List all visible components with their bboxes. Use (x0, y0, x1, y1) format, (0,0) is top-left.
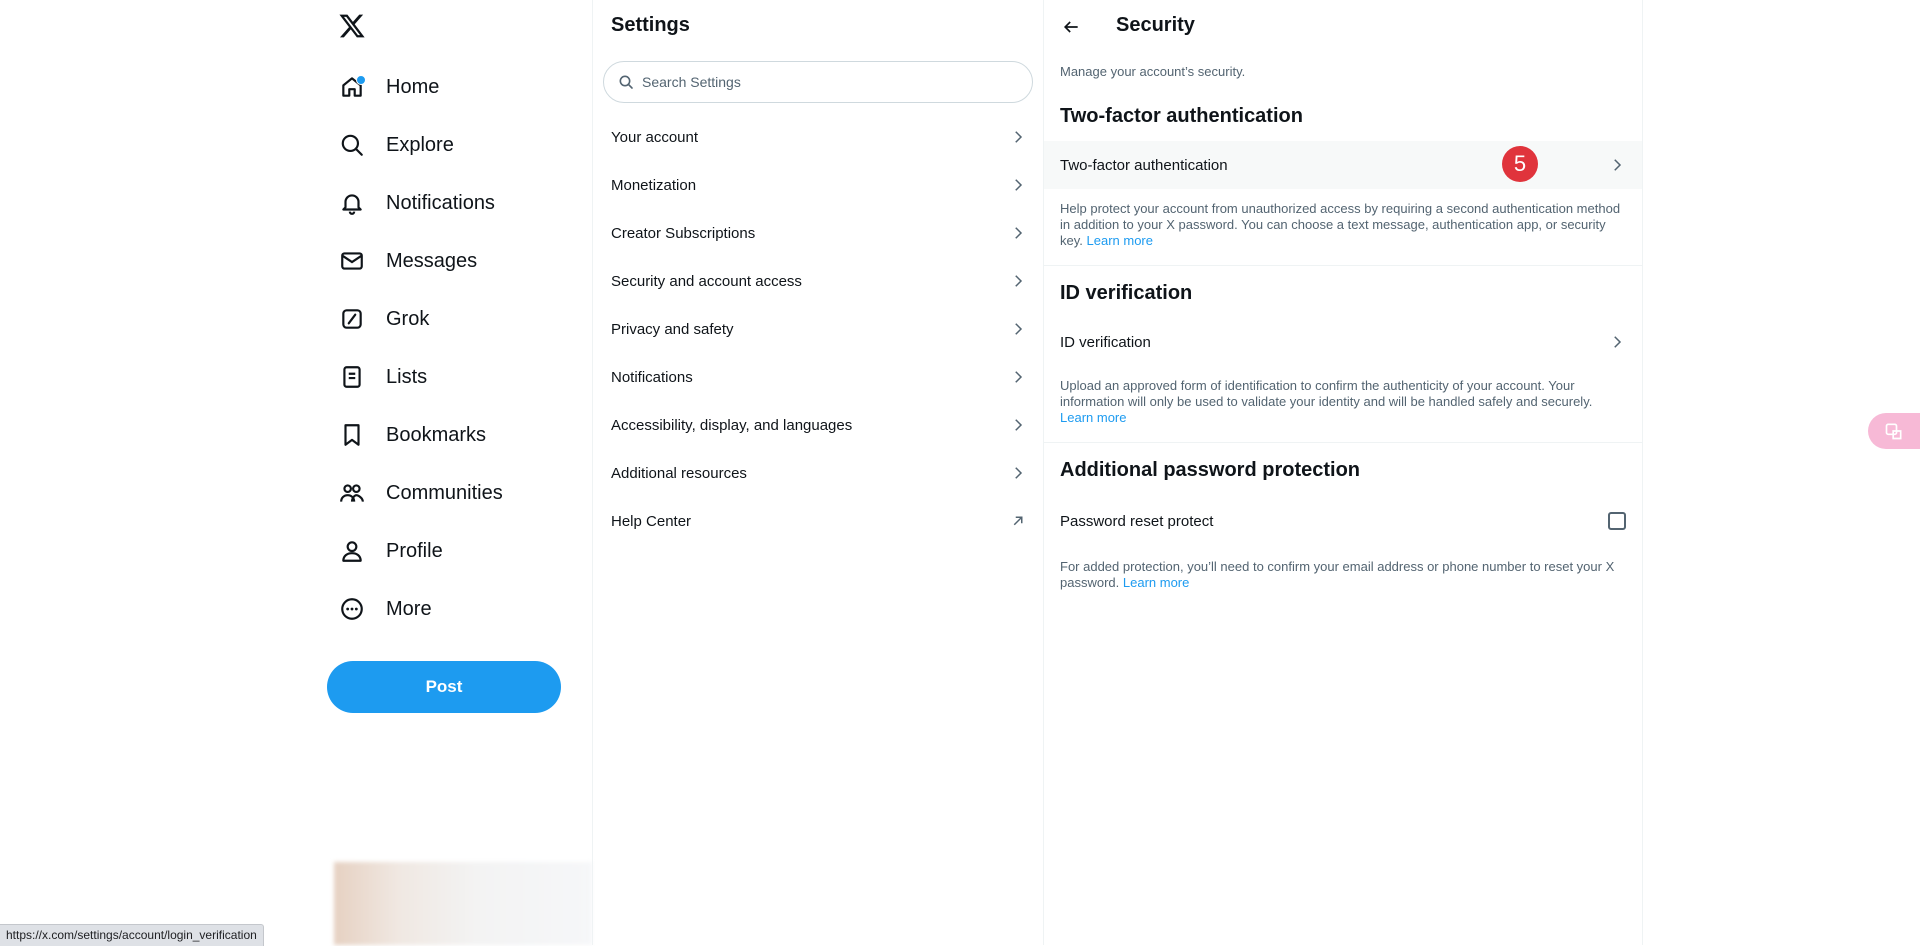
nav-label: Explore (386, 133, 454, 156)
more-circle-icon (336, 593, 368, 625)
nav-item-notifications[interactable] (336, 178, 503, 228)
chevron-right-icon (1009, 416, 1027, 434)
nav-item-bookmarks[interactable] (336, 410, 503, 460)
unread-dot (356, 75, 366, 85)
section-heading-two-factor: Two-factor authentication (1060, 105, 1303, 127)
page-description: Manage your account’s security. (1060, 64, 1246, 79)
post-button[interactable]: Post (327, 661, 561, 713)
password-protection-help (1060, 559, 1626, 591)
person-icon (336, 535, 368, 567)
section-divider (1044, 442, 1642, 443)
settings-item-accessibility[interactable] (593, 401, 1043, 449)
settings-item-additional-resources[interactable] (593, 449, 1043, 497)
section-divider (1044, 265, 1642, 266)
row-label: Password reset protect (1060, 512, 1214, 530)
settings-item-notifications[interactable] (593, 353, 1043, 401)
settings-item-label: Creator Subscriptions (611, 224, 756, 242)
settings-item-label: Privacy and safety (611, 320, 734, 338)
x-logo-icon[interactable] (338, 12, 368, 42)
settings-item-label: Additional resources (611, 464, 747, 482)
communities-icon (336, 477, 368, 509)
nav-item-messages[interactable] (336, 236, 503, 286)
settings-item-privacy[interactable] (593, 305, 1043, 353)
search-icon (336, 129, 368, 161)
settings-item-label: Help Center (611, 512, 692, 530)
settings-title: Settings (611, 14, 690, 36)
chevron-right-icon (1608, 333, 1626, 351)
settings-item-label: Security and account access (611, 272, 802, 290)
learn-more-link[interactable]: Learn more (1122, 575, 1190, 590)
column-divider (1642, 0, 1643, 945)
search-icon (618, 74, 634, 90)
settings-item-help-center[interactable] (593, 497, 1043, 545)
security-panel (1044, 0, 1642, 945)
grok-icon (336, 303, 368, 335)
chevron-right-icon (1009, 176, 1027, 194)
help-text: Help protect your account from unauthorized access by requiring a second authentication method in addition to your X password. You can choose a text message, authentication app, or security key. (1060, 201, 1621, 248)
section-heading-id-verification: ID verification (1060, 282, 1193, 304)
chevron-right-icon (1009, 320, 1027, 338)
nav-item-home[interactable] (336, 62, 503, 112)
chevron-right-icon (1009, 224, 1027, 242)
bell-icon (336, 187, 368, 219)
external-link-arrow-icon (1009, 512, 1027, 530)
chevron-right-icon (1009, 368, 1027, 386)
chevron-right-icon (1009, 272, 1027, 290)
settings-item-monetization[interactable] (593, 161, 1043, 209)
settings-item-label: Monetization (611, 176, 697, 194)
chevron-right-icon (1009, 128, 1027, 146)
list-icon (336, 361, 368, 393)
two-factor-row[interactable] (1044, 141, 1642, 189)
translate-icon (1884, 421, 1904, 441)
nav-label: Notifications (386, 191, 495, 214)
search-input[interactable] (640, 73, 1024, 91)
settings-search[interactable] (603, 61, 1033, 103)
step-badge: 5 (1502, 146, 1538, 182)
password-reset-protect-row[interactable] (1044, 497, 1642, 545)
left-navigation (320, 0, 592, 945)
nav-item-grok[interactable] (336, 294, 503, 344)
bookmark-icon (336, 419, 368, 451)
nav-item-profile[interactable] (336, 526, 503, 576)
id-verification-row[interactable] (1044, 318, 1642, 366)
nav-label: Messages (386, 249, 478, 272)
nav-item-more[interactable] (336, 584, 503, 634)
section-heading-password-protection: Additional password protection (1060, 459, 1361, 481)
home-icon (336, 71, 368, 103)
settings-column (593, 0, 1043, 945)
nav-item-explore[interactable] (336, 120, 503, 170)
envelope-icon (336, 245, 368, 277)
floating-extension-widget[interactable] (1868, 413, 1920, 449)
back-button[interactable] (1054, 12, 1088, 42)
nav-label: Communities (386, 481, 503, 504)
settings-item-creator-subscriptions[interactable] (593, 209, 1043, 257)
help-text: Upload an approved form of identification to confirm the authenticity of your account. Your information will only be used to validate your identity and will be handled safely and securely. (1060, 378, 1593, 409)
settings-item-security[interactable] (593, 257, 1043, 305)
nav-label: Profile (386, 539, 443, 562)
nav-list (336, 62, 503, 642)
nav-item-lists[interactable] (336, 352, 503, 402)
page-title: Security (1116, 14, 1195, 36)
two-factor-help (1060, 201, 1626, 249)
settings-item-label: Your account (611, 128, 699, 146)
account-switcher[interactable] (334, 862, 592, 945)
help-text: For added protection, you’ll need to confirm your email address or phone number to reset your X password. (1060, 559, 1615, 590)
settings-item-label: Notifications (611, 368, 693, 386)
nav-label: Grok (386, 307, 430, 330)
learn-more-link[interactable]: Learn more (1060, 410, 1127, 425)
password-reset-protect-checkbox[interactable] (1608, 512, 1626, 530)
nav-label: Bookmarks (386, 423, 487, 446)
id-verification-help (1060, 378, 1626, 426)
arrow-left-icon (1061, 17, 1081, 37)
nav-label: Lists (386, 365, 428, 388)
chevron-right-icon (1608, 156, 1626, 174)
row-label: Two-factor authentication (1060, 156, 1228, 174)
status-bar-url: https://x.com/settings/account/login_verification (0, 924, 264, 946)
row-label: ID verification (1060, 333, 1151, 351)
nav-item-communities[interactable] (336, 468, 503, 518)
nav-label: Home (386, 75, 440, 98)
learn-more-link[interactable]: Learn more (1086, 233, 1153, 248)
settings-item-label: Accessibility, display, and languages (611, 416, 853, 434)
settings-item-your-account[interactable] (593, 113, 1043, 161)
chevron-right-icon (1009, 464, 1027, 482)
settings-menu (593, 113, 1043, 545)
nav-label: More (386, 597, 432, 620)
